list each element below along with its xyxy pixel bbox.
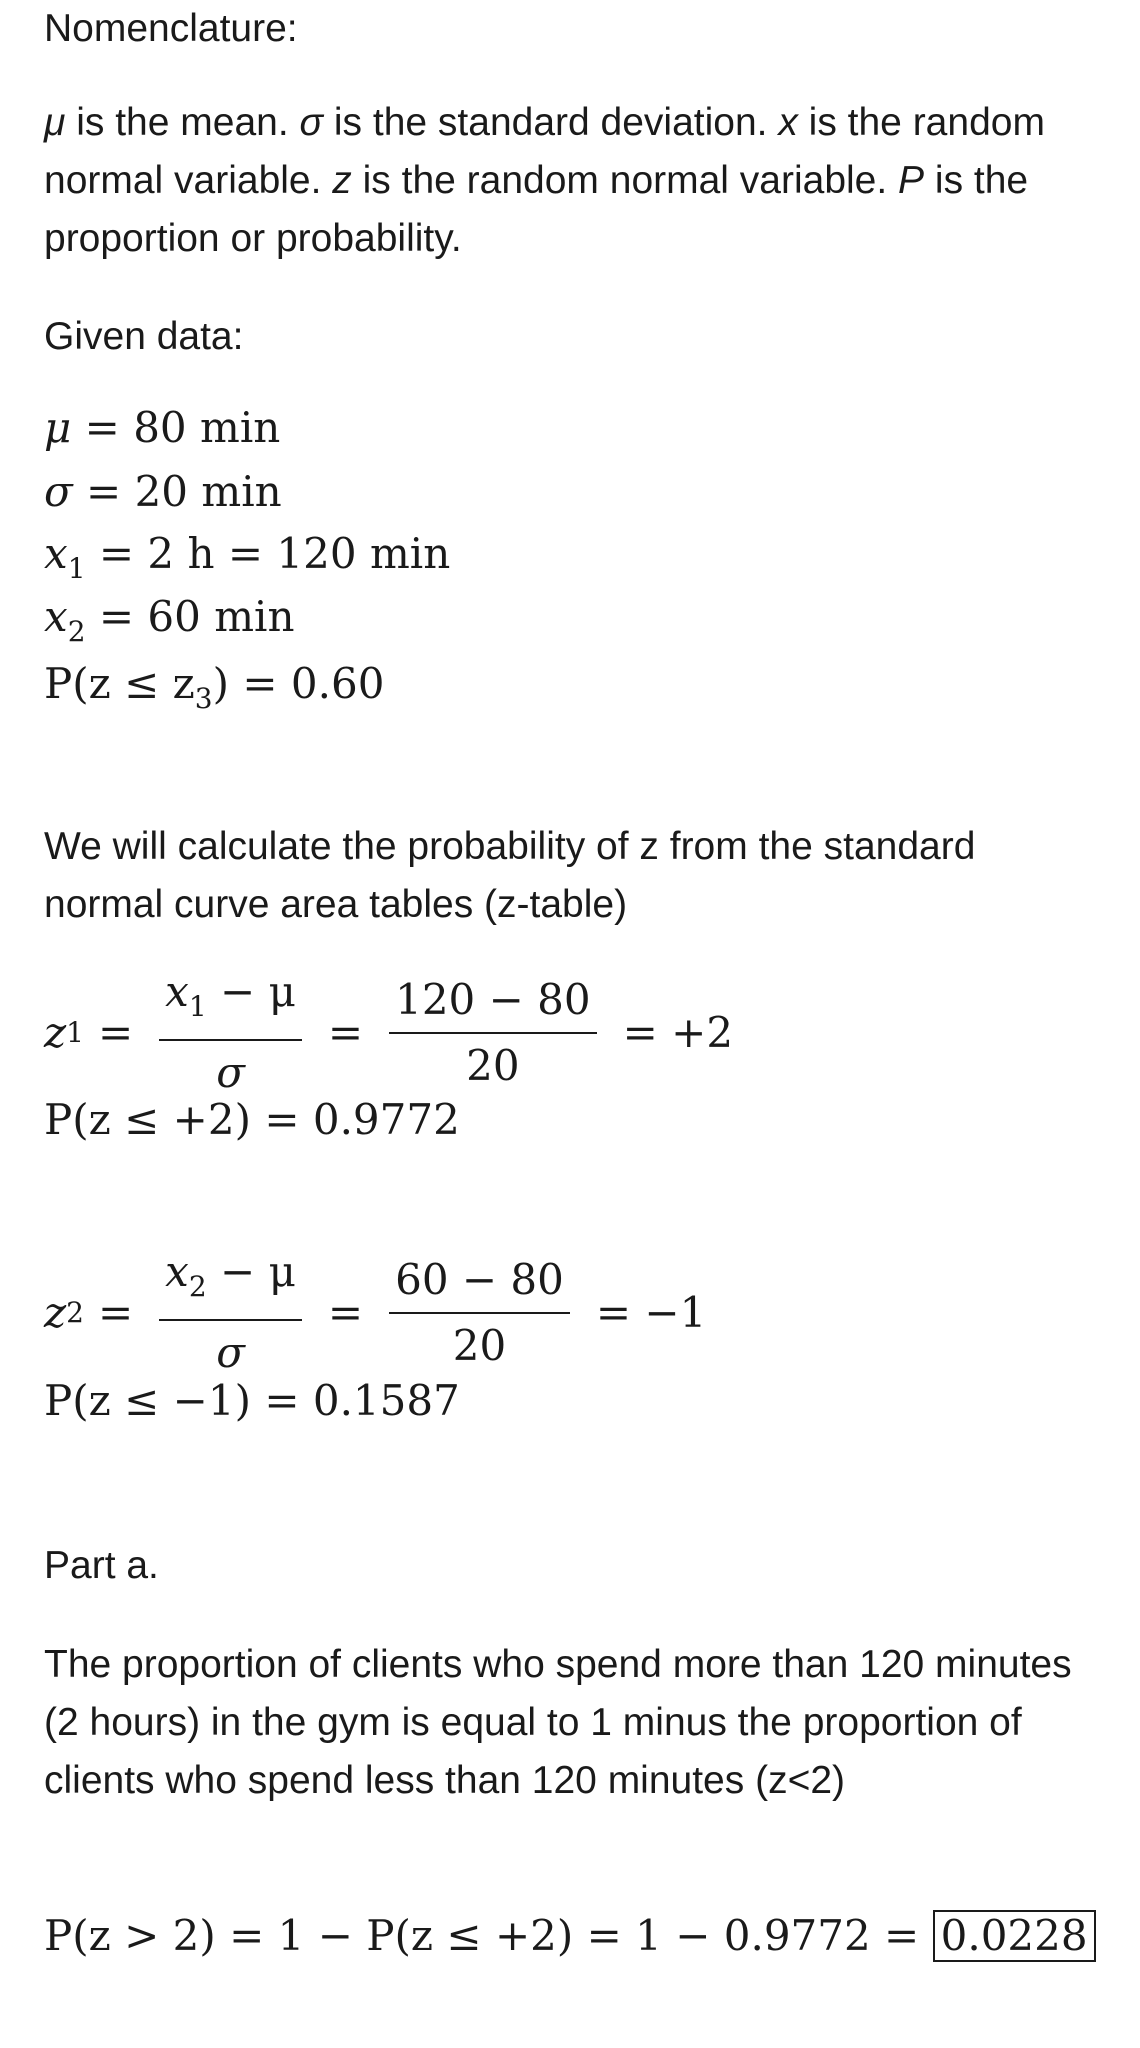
p-desc: is the proportion or probability.	[44, 159, 1029, 260]
nomenclature-text	[44, 94, 1104, 268]
sigma-desc: is the standard deviation.	[323, 101, 779, 144]
x-desc: is the random normal variable.	[44, 101, 1045, 202]
z-desc: is the random normal variable.	[351, 159, 899, 202]
z2-result: = −1	[595, 1287, 707, 1337]
z1-probability: P(z ≤ +2) = 0.9772	[44, 1095, 460, 1144]
mu-desc: is the mean.	[65, 101, 300, 144]
z2-equation: z 2 = $\frac{x_2 - \mu}{\sigma}$ = $\frac{60 - 80}{20}$ = −1	[44, 1247, 707, 1377]
part-a-heading: Part a.	[44, 1544, 159, 1587]
part-a-equation: P(z > 2) = 1 − P(z ≤ +2) = 1 − 0.9772 = 0.0228	[44, 1910, 1096, 1962]
p-symbol: P	[898, 159, 925, 202]
given-heading: Given data:	[44, 315, 244, 358]
sigma-symbol: σ	[299, 101, 324, 144]
z2-fraction-symbolic: $\frac{x_2 - \mu}{\sigma}$	[159, 1248, 302, 1377]
z2-fraction-numeric: $\frac{60 - 80}{20}$	[389, 1256, 570, 1370]
part-a-text: The proportion of clients who spend more than 120 minutes (2 hours) in the gym is equal to 1 minus the proportion of clients who spend less than 120 minutes (z<2)	[44, 1643, 1072, 1802]
nomenclature-heading: Nomenclature:	[44, 7, 298, 50]
mu-symbol: μ	[44, 101, 66, 144]
given-x2: $x_2 = 60$ min	[44, 592, 295, 648]
part-a-answer: 0.0228	[933, 1910, 1096, 1962]
z1-fraction-numeric: $\frac{120 - 80}{20}$	[389, 976, 597, 1090]
given-sigma: σ = 20 min	[44, 467, 282, 516]
x-symbol: x	[778, 101, 798, 144]
given-mu: μ = 80 min	[44, 403, 281, 452]
z1-result: = +2	[622, 1007, 734, 1057]
given-x1: $x_1 = 2$ h = 120 min	[44, 529, 451, 585]
z-symbol: z	[332, 159, 352, 202]
z1-equation: z 1 = $\frac{x_1 - \mu}{\sigma}$ = $\frac{120 - 80}{20}$ = +2	[44, 967, 734, 1097]
given-p: $P(z \le z_3) = 0.60$	[44, 659, 385, 715]
intro-text: We will calculate the probability of z from the standard normal curve area tables (z-table)	[44, 825, 976, 926]
z2-probability: P(z ≤ −1) = 0.1587	[44, 1376, 460, 1425]
z1-fraction-symbolic: $\frac{x_1 - \mu}{\sigma}$	[159, 968, 302, 1097]
